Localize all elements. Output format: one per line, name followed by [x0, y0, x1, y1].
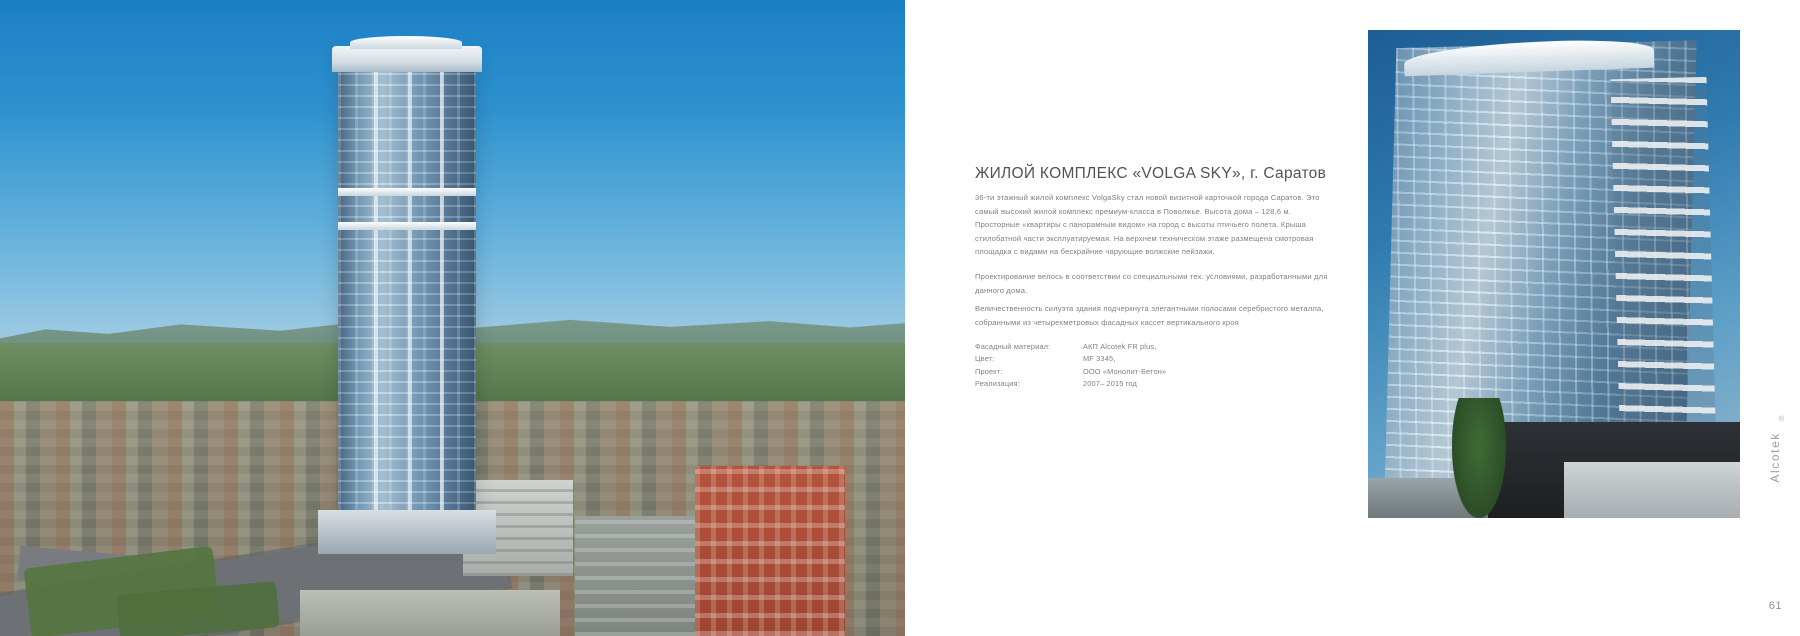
tower-glass-facade [338, 56, 476, 526]
tower-rib-3 [440, 56, 444, 526]
page-number: 61 [1768, 600, 1782, 612]
tower-band-2 [338, 222, 476, 230]
specs-list [975, 341, 1325, 391]
spec-row [975, 366, 1325, 378]
right-facade-photo [1368, 30, 1740, 518]
tower-crown [350, 36, 462, 49]
spec-value: 2007– 2015 год [1083, 379, 1137, 389]
right-photo-podium-light [1564, 462, 1740, 518]
spec-value: MF 3345, [1083, 354, 1116, 364]
article-paragraph-1: 36-ти этажный жилой комплекс VolgaSky стал новой визитной карточкой города Саратов. Это самый высокий жилой комплекс премиум-класса в Поволжье. Высота дома – 128,6 м. Просторные «квартиры с панорамным видом» на город с высоты птичьего полета. Крыша стилобатной части эксплуатируемая. На верхнем техническом этаже размещена смотровая площадка с видами на бескрайние чарующие волжские пейзажи. [975, 193, 1320, 257]
spec-row [975, 341, 1325, 353]
spec-key: Цвет: [975, 354, 995, 364]
brand-registered-mark: ® [1778, 416, 1784, 423]
article-paragraph-2: Проектирование велось в соответствии со специальными тех. условиями, разработанными для данного дома. [975, 272, 1328, 295]
photo-building-red [695, 466, 845, 636]
spec-key: Фасадный материал: [975, 342, 1051, 351]
article-text-panel [975, 0, 1335, 636]
tower-body [338, 56, 476, 526]
right-photo-tree [1452, 398, 1506, 518]
article-paragraph-3: Величественность силуэта здания подчеркнута элегантными полосами серебристого металла, собранными из четырехметровых фасадных кассет вертикального кроя [975, 304, 1324, 327]
tower-rib-2 [408, 56, 412, 526]
spec-row [975, 353, 1325, 365]
tower-rib-1 [374, 56, 378, 526]
page-title: ЖИЛОЙ КОМПЛЕКС «VOLGA SKY», г. Саратов [975, 165, 1327, 182]
tower-cap [332, 46, 482, 72]
brand-wordmark: Alcotek [1768, 432, 1782, 483]
spec-value: АКП Alcotek FR plus, [1083, 342, 1157, 351]
spec-row [975, 378, 1325, 390]
photo-building-grey [575, 516, 695, 636]
spec-key: Реализация: [975, 379, 1020, 389]
tower-band-1 [338, 188, 476, 196]
spec-key: Проект: [975, 366, 1003, 376]
photo-volga-sky-tower [332, 36, 482, 556]
photo-plaza [300, 590, 560, 636]
spec-value: ООО «Монолит-Бетон» [1083, 366, 1167, 376]
tower-podium [318, 510, 496, 554]
